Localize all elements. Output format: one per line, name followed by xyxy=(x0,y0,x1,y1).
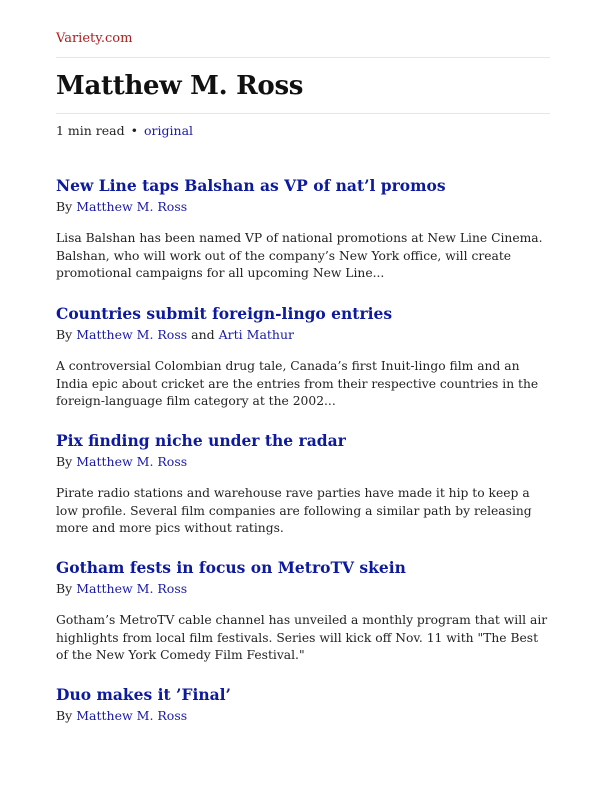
article-title-link[interactable]: New Line taps Balshan as VP of nat’l promos xyxy=(56,176,446,195)
author-link[interactable]: Matthew M. Ross xyxy=(76,581,188,596)
author-link[interactable]: Matthew M. Ross xyxy=(76,708,188,723)
original-link[interactable]: original xyxy=(144,123,194,138)
by-label: By xyxy=(56,581,73,596)
author-link[interactable]: Matthew M. Ross xyxy=(76,327,188,342)
author-joiner: and xyxy=(191,327,215,342)
article-item xyxy=(56,558,552,665)
byline xyxy=(56,453,552,471)
article-title-link[interactable]: Countries submit foreign-lingo entries xyxy=(56,304,393,323)
by-label: By xyxy=(56,454,73,469)
article-item xyxy=(56,304,552,411)
top-divider xyxy=(56,57,550,58)
author-link[interactable]: Matthew M. Ross xyxy=(76,199,188,214)
article-item xyxy=(56,176,552,283)
page-title: Matthew M. Ross xyxy=(56,71,304,101)
read-time: 1 min read xyxy=(56,123,125,138)
byline xyxy=(56,326,552,344)
by-label: By xyxy=(56,708,73,723)
site-link[interactable]: Variety.com xyxy=(56,31,133,46)
by-label: By xyxy=(56,199,73,214)
article-summary: Pirate radio stations and warehouse rave parties have made it hip to keep a low profile. Several film companies are following a similar path by releasing more and more pics without ratings. xyxy=(56,486,532,535)
author-link[interactable]: Arti Mathur xyxy=(218,327,295,342)
article-title-link[interactable]: Duo makes it ’Final’ xyxy=(56,685,231,704)
byline xyxy=(56,198,552,216)
title-divider xyxy=(56,113,550,114)
meta-separator: • xyxy=(130,123,139,138)
byline xyxy=(56,707,231,725)
article-summary: A controversial Colombian drug tale, Canada’s first Inuit-lingo film and an India epic about cricket are the entries from their respective countries in the foreign-language film category at the 2002... xyxy=(56,359,539,408)
by-label: By xyxy=(56,327,73,342)
article-item xyxy=(56,431,552,538)
article-title-link[interactable]: Pix finding niche under the radar xyxy=(56,431,346,450)
meta-line xyxy=(56,123,193,138)
article-title-link[interactable]: Gotham fests in focus on MetroTV skein xyxy=(56,558,406,577)
author-link[interactable]: Matthew M. Ross xyxy=(76,454,188,469)
article-summary: Gotham’s MetroTV cable channel has unveiled a monthly program that will air highlights from local film festivals. Series will kick off Nov. 11 with "The Best of the New York Comedy Film Festival." xyxy=(56,613,548,662)
article-item xyxy=(56,685,231,725)
byline xyxy=(56,580,552,598)
article-summary: Lisa Balshan has been named VP of national promotions at New Line Cinema. Balshan, who will work out of the company’s New York office, will create promotional campaigns for all upcoming New Line... xyxy=(56,231,543,280)
